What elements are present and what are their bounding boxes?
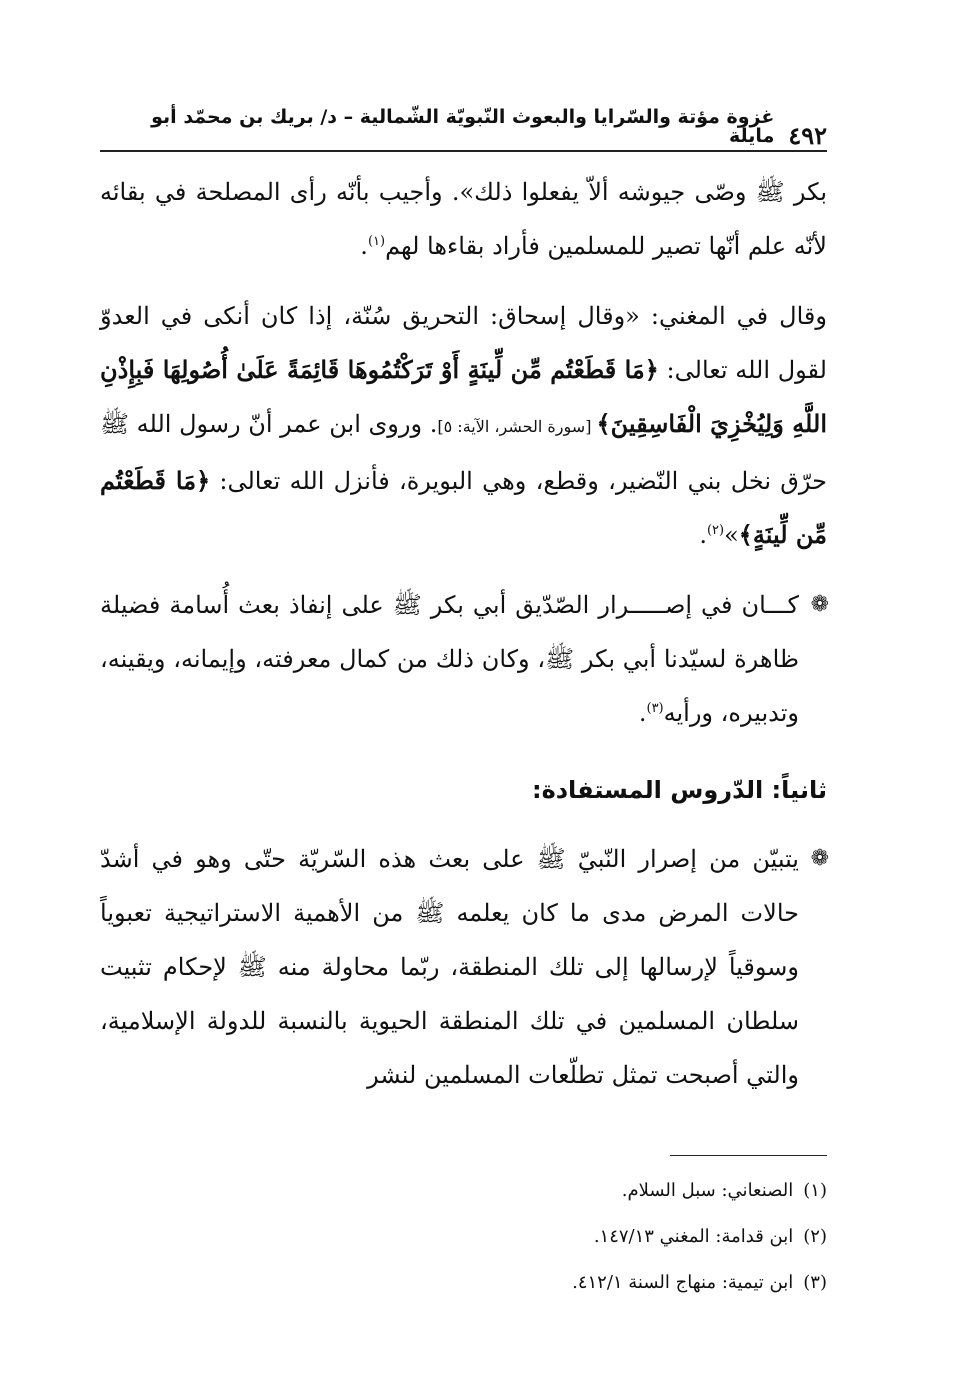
footnote-1-text: الصنعاني: سبل السلام. — [621, 1180, 794, 1201]
paragraph-1 — [100, 165, 827, 273]
paragraph-2-text-a: وقال في المغني: «وقال إسحاق: التحريق سُنّة، إذا كان أنكى في العدوّ لقول الله تعالى: — [100, 302, 827, 384]
footnote-ref-1: (١) — [367, 234, 386, 249]
flower-bullet-icon: ❁ — [810, 592, 829, 617]
footnote-1 — [100, 1168, 827, 1214]
paragraph-2-text-b: . وروى ابن عمر أنّ رسول الله ﷺ حرّق نخل بني النّضير، وقطع، وهي البويرة، فأنزل الله تعالى: — [100, 410, 827, 495]
main-text — [100, 165, 827, 1102]
surah-reference: [سورة الحشر، الآية: ٥] — [437, 417, 597, 436]
running-title: غزوة مؤتة والسّرايا والبعوث النّبويّة الشّمالية – د/ بريك بن محمّد أبو مايلة — [151, 106, 775, 147]
footnote-ref-3: (٣) — [646, 701, 664, 716]
bullet-paragraph-1 — [100, 578, 827, 740]
footnote-3 — [100, 1260, 827, 1306]
footnote-ref-2: (٢) — [706, 523, 725, 538]
page-number: ٤٩٢ — [788, 121, 827, 150]
bullet-paragraph-2 — [100, 832, 827, 1102]
footnote-3-number: (٣) — [803, 1272, 827, 1293]
footnote-divider — [670, 1155, 827, 1156]
footnote-1-number: (١) — [803, 1180, 827, 1201]
bullet-paragraph-2-text: يتبيّن من إصرار النّبيّ ﷺ على بعث هذه السّريّة حتّى وهو في أشدّ حالات المرض مدى ما كان يعلمه ﷺ من الأهمية الاستراتيجية تعبوياً وسوقياً لإرسالها إلى تلك المنطقة، ربّما محاولة منه ﷺ لإحكام تثبيت سلطان المسلمين في تلك المنطقة الحيوية بالنسبة للدولة الإسلامية، والتي أصبحت تمثل تطلّعات المسلمين لنشر — [100, 845, 799, 1089]
footnote-2-number: (٢) — [803, 1226, 827, 1247]
paragraph-2-close-quote: » — [724, 521, 739, 549]
paragraph-2 — [100, 289, 827, 562]
section-heading: ثانياً: الدّروس المستفادة: — [531, 776, 827, 804]
header-divider — [100, 150, 827, 152]
quran-quote-1: ﴿مَا قَطَعْتُم مِّن لِّينَةٍ أَوْ تَرَكْتُمُوهَا قَائِمَةً عَلَىٰ أُصُولِهَا فَبِإِذْنِ اللَّهِ وَلِيُخْزِيَ الْفَاسِقِينَ﴾ — [100, 355, 827, 438]
footnote-2 — [100, 1214, 827, 1260]
footnotes — [100, 1168, 827, 1306]
bullet-paragraph-1-end: . — [638, 699, 647, 727]
flower-bullet-icon: ❁ — [810, 846, 829, 871]
paragraph-1-end: . — [360, 232, 368, 260]
quran-quote-2: ﴿مَا قَطَعْتُم مِّن لِّينَةٍ﴾ — [100, 466, 827, 549]
footnote-3-text: ابن تيمية: منهاج السنة ٤١٢/١. — [572, 1272, 794, 1293]
page-header — [100, 108, 827, 148]
paragraph-1-text: بكر ﷺ وصّى جيوشه ألاّ يفعلوا ذلك». وأجيب بأنّه رأى المصلحة في بقائه لأنّه علم أنّها تصير للمسلمين فأراد بقاءها لهم — [100, 178, 827, 260]
footnote-2-text: ابن قدامة: المغني ١٤٧/١٣. — [593, 1226, 794, 1247]
paragraph-2-end: . — [699, 521, 707, 549]
bullet-paragraph-1-text: كـــان في إصـــــرار الصّدّيق أبي بكر ﷺ على إنفاذ بعث أُسامة فضيلة ظاهرة لسيّدنا أبي بكر ﷺ، وكان ذلك من كمال معرفته، وإيمانه، ويقينه، وتدبيره، ورأيه — [100, 591, 799, 727]
